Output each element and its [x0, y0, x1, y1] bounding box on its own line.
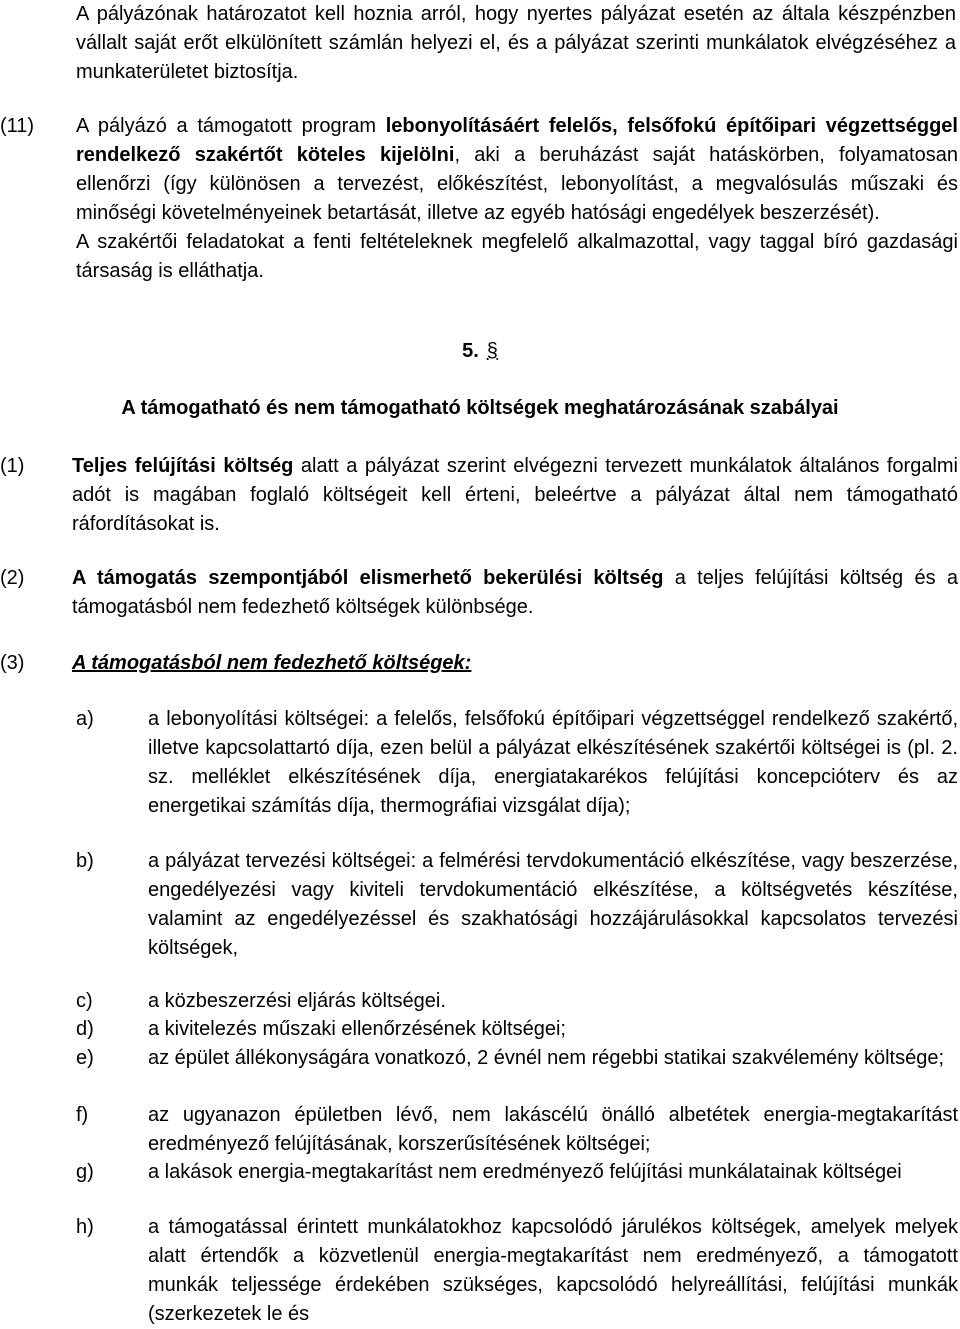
paragraph-body: [76, 112, 958, 286]
paragraph-body: [72, 452, 958, 539]
bold-text: Teljes felújítási költség: [72, 455, 294, 477]
subsection-heading: A támogatásból nem fedezhető költségek:: [72, 652, 472, 674]
list-item-label: b): [76, 850, 94, 872]
paragraph-number: (3): [0, 652, 25, 674]
intro-paragraph: A pályázónak határozatot kell hoznia arról, hogy nyertes pályázat esetén az általa készpénzben vállalt saját erőt elkülönített számlán helyezi el, és a pályázat szerinti munkálatok elvégzéséhez a munkaterületet biztosítja.: [76, 3, 956, 83]
section-number: [0, 337, 960, 366]
list-item-text: az épület állékonyságára vonatkozó, 2 évnél nem régebbi statikai szakvélemény költsége;: [148, 1047, 945, 1069]
bold-text: lebonyolításáért felelős, felsőfokú építőipari végzettséggel rendelkező szakértőt köteles kijelölni: [76, 115, 958, 166]
list-item-text: a lebonyolítási költségei: a felelős, felsőfokú építőipari végzettséggel rendelkező szakértő, illetve kapcsolattartó díja, ezen belül a pályázat elkészítésének szakértői költségei is (pl. 2. sz. melléklet elkészítésének díja, energiatakarékos felújítási koncepcióterv és az energetikai számítás díja, thermográfiai vizsgálat díja);: [148, 708, 958, 817]
text-run: a teljes felújítási költség és a támogatásból nem fedezhető költségek különbsége.: [72, 567, 958, 618]
list-item-text: a lakások energia-megtakarítást nem eredményező felújítási munkálatainak költségei: [148, 1161, 902, 1183]
paragraph-main-text: [76, 112, 958, 228]
bold-text: A támogatás szempontjából elismerhető bekerülési költség: [72, 567, 664, 589]
list-item-label: d): [76, 1018, 94, 1040]
text-run: alatt a pályázat szerint elvégezni tervezett munkálatok általános forgalmi adót is magában foglaló költségeit kell érteni, beleértve a pályázat által nem támogatható ráfordításokat is.: [72, 455, 958, 535]
paragraph-second-text: A szakértői feladatokat a fenti feltételeknek megfelelő alkalmazottal, vagy taggal bíró gazdasági társaság is elláthatja.: [76, 231, 958, 282]
list-item-text: a kivitelezés műszaki ellenőrzésének költségei;: [148, 1018, 566, 1040]
list-item-label: g): [76, 1161, 94, 1183]
list-item-text: az ugyanazon épületben lévő, nem lakáscélú önálló albetétek energia-megtakarítást eredményező felújításának, korszerűsítésének költségei;: [148, 1104, 958, 1155]
list-item-label: c): [76, 990, 93, 1012]
text-run: A pályázó a támogatott program: [76, 115, 386, 137]
paragraph-number: (1): [0, 455, 25, 477]
list-item-text: a közbeszerzési eljárás költségei.: [148, 990, 446, 1012]
paragraph-body: [72, 649, 958, 678]
text-run: , aki a beruházást saját hatáskörben, folyamatosan ellenőrzi (így különösen a tervezést, előkészítést, lebonyolítást, a megvalósulás műszaki és minőségi követelményeinek betartását, illetve az egyéb hatósági engedélyek beszerzését).: [76, 144, 958, 224]
list-item-label: h): [76, 1216, 94, 1238]
list-item-text: a támogatással érintett munkálatokhoz kapcsolódó járulékos költségek, amelyek melyek alatt értendők a közvetlenül energia-megtakarítást nem eredményező, a támogatott munkák teljessége érdekében szükséges, kapcsolódó helyreállítási, felújítási munkák (szerkezetek le és: [148, 1216, 958, 1325]
list-item-label: e): [76, 1047, 94, 1069]
list-item-label: f): [76, 1104, 89, 1126]
section-number-text: 5.: [462, 340, 479, 362]
section-title: A támogatható és nem támogatható költségek meghatározásának szabályai: [121, 397, 839, 419]
list-item-text: a pályázat tervezési költségei: a felmérési tervdokumentáció elkészítése, vagy beszerzése, engedélyezési vagy kiviteli tervdokumentáció elkészítése, a költségvetés készítése, valamint az engedélyezéssel és szakhatósági hozzájárulásokkal kapcsolatos tervezési költségek,: [148, 850, 958, 959]
paragraph-number: (2): [0, 567, 25, 589]
paragraph-body: [72, 564, 958, 622]
paragraph-number: (11): [0, 115, 35, 137]
list-item-label: a): [76, 708, 94, 730]
section-sign: §: [486, 340, 498, 362]
